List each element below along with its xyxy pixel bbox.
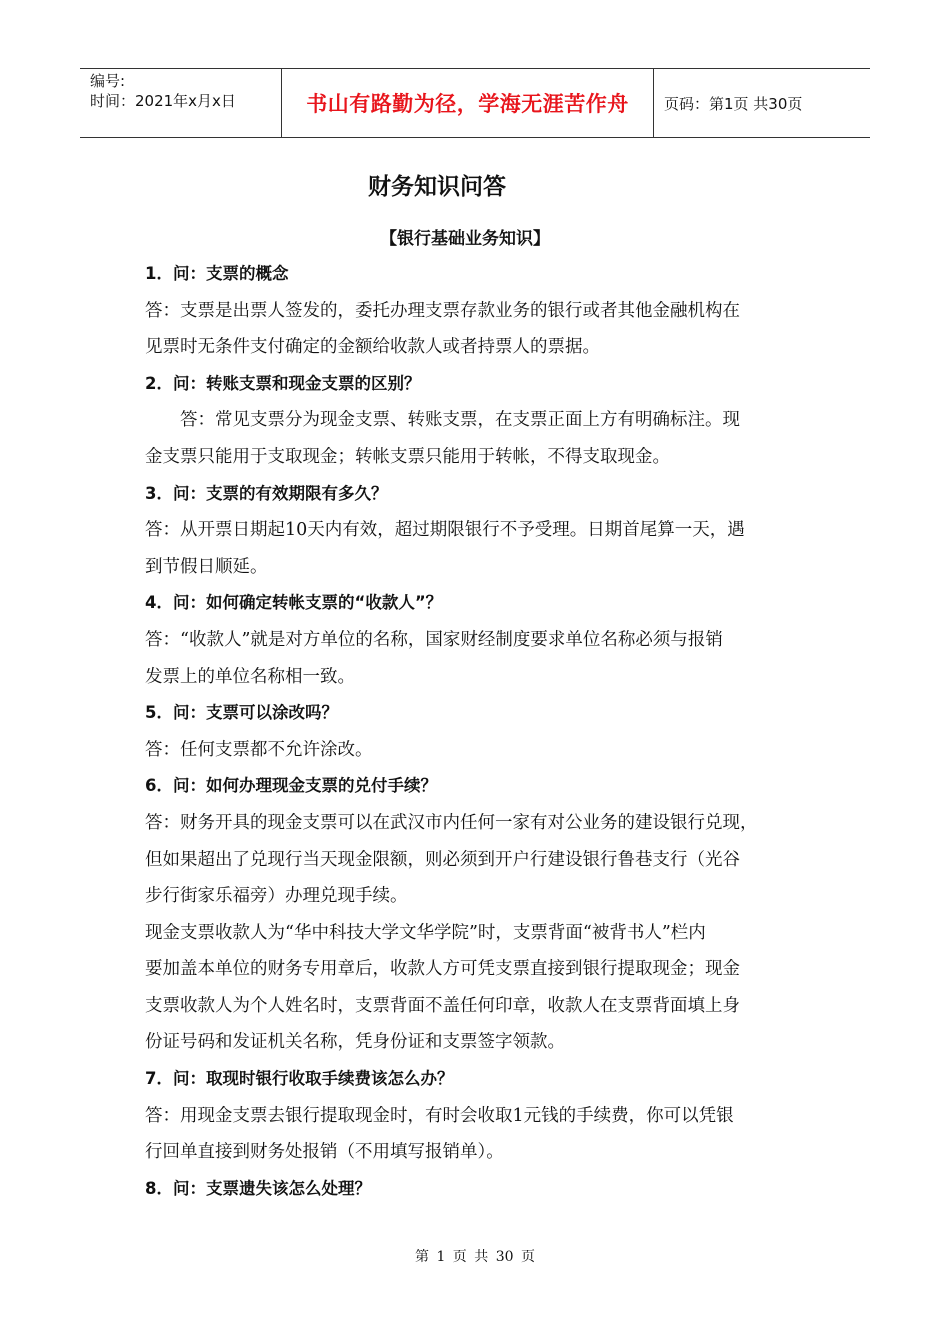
answer-line: 答：任何支票都不允许涂改。 (145, 739, 373, 760)
answer-line: 答：财务开具的现金支票可以在武汉市内任何一家有对公业务的建设银行兑现， (145, 812, 758, 833)
answer-line: 支票收款人为个人姓名时，支票背面不盖任何印章，收款人在支票背面填上身 (145, 995, 740, 1016)
question-line: 4．问：如何确定转帐支票的“收款人”？ (145, 593, 443, 613)
header-table (80, 68, 870, 138)
answer-line: 行回单直接到财务处报销（不用填写报销单）。 (145, 1142, 504, 1163)
answer-line: 见票时无条件支付确定的金额给收款人或者持票人的票据。 (145, 337, 600, 358)
document-time-label: 时间：2021年x月x日 (90, 92, 236, 110)
answer-line: 答：支票是出票人签发的，委托办理支票存款业务的银行或者其他金融机构在 (145, 300, 740, 321)
answer-line: 份证号码和发证机关名称，凭身份证和支票签字领款。 (145, 1032, 565, 1053)
question-line: 8．问：支票遗失该怎么处理？ (145, 1178, 371, 1198)
question-line: 2．问：转账支票和现金支票的区别？ (145, 373, 421, 393)
qa-content (145, 256, 815, 1207)
header-page-cell (654, 69, 870, 137)
answer-line: 发票上的单位名称相一致。 (145, 666, 355, 687)
document-title: 财务知识问答 (368, 174, 506, 200)
answer-line: 但如果超出了兑现行当天现金限额，则必须到开户行建设银行鲁巷支行（光谷 (145, 849, 740, 870)
question-line: 3．问：支票的有效期限有多久？ (145, 483, 388, 503)
question-line: 6．问：如何办理现金支票的兑付手续？ (145, 776, 437, 796)
answer-line: 答：“收款人”就是对方单位的名称，国家财经制度要求单位名称必须与报销 (145, 629, 723, 650)
header-meta-cell (80, 69, 282, 137)
header-page-info: 页码：第1页 共30页 (664, 94, 803, 113)
question-line: 7．问：取现时银行收取手续费该怎么办？ (145, 1069, 454, 1089)
answer-line: 步行街家乐福旁）办理兑现手续。 (145, 886, 408, 907)
page-footer: 第 1 页 共 30 页 (415, 1249, 535, 1265)
answer-line: 答：用现金支票去银行提取现金时，有时会收取1元钱的手续费，你可以凭银 (145, 1105, 734, 1126)
answer-line: 答：从开票日期起10天内有效，超过期限银行不予受理。日期首尾算一天，遇 (145, 520, 745, 541)
section-title: 【银行基础业务知识】 (380, 229, 550, 249)
header-motto: 书山有路勤为径，学海无涯苦作舟 (306, 92, 629, 116)
answer-line: 答：常见支票分为现金支票、转账支票，在支票正面上方有明确标注。现 (180, 410, 740, 431)
answer-line: 金支票只能用于支取现金；转帐支票只能用于转帐，不得支取现金。 (145, 446, 670, 467)
answer-line: 要加盖本单位的财务专用章后，收款人方可凭支票直接到银行提取现金；现金 (145, 959, 740, 980)
answer-line: 现金支票收款人为“华中科技大学文华学院”时，支票背面“被背书人”栏内 (145, 922, 706, 943)
question-line: 1．问：支票的概念 (145, 264, 289, 283)
header-motto-cell (282, 69, 654, 137)
document-number-label: 编号: (90, 72, 126, 90)
question-line: 5．问：支票可以涂改吗？ (145, 703, 338, 723)
answer-line: 到节假日顺延。 (145, 556, 268, 577)
